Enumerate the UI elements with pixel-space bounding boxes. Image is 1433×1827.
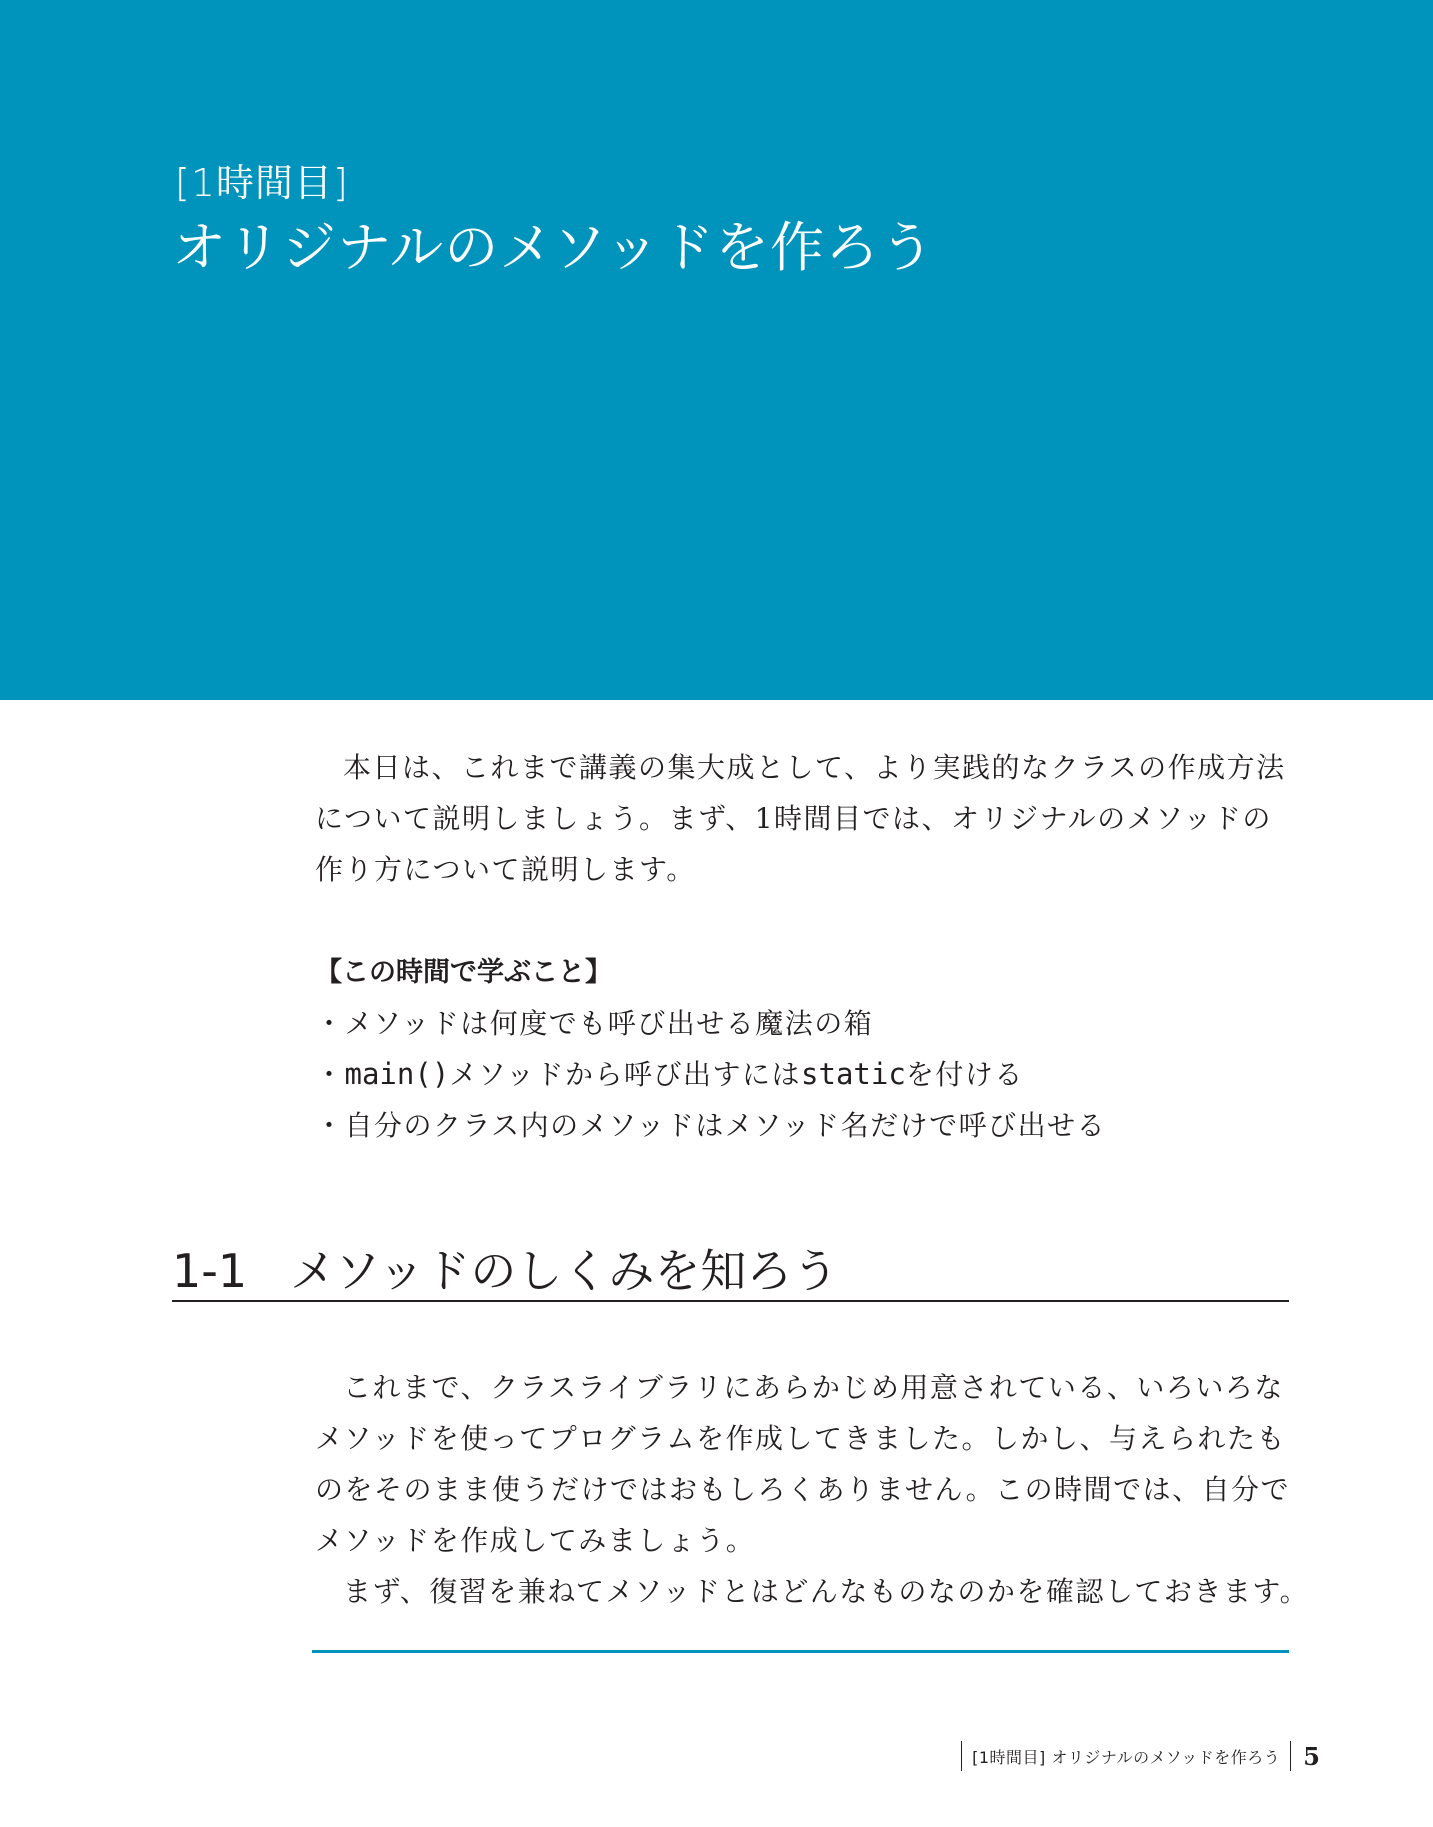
learning-goal-item: ・メソッドは何度でも呼び出せる魔法の箱 — [315, 1007, 874, 1040]
body-line: これまで、クラスライブラリにあらかじめ用意されている、いろいろな — [343, 1371, 1284, 1404]
code-main: main() — [344, 1057, 450, 1091]
section-title: メソッドのしくみを知ろう — [290, 1244, 839, 1298]
section-number: 1-1 — [172, 1244, 248, 1298]
goal-text: を付ける — [905, 1058, 1024, 1091]
running-title: [1時間目] オリジナルのメソッドを作ろう — [972, 1747, 1281, 1767]
body-paragraph — [315, 1362, 1310, 1617]
body-line: メソッドを使ってプログラムを作成してきました。しかし、与えられたも — [315, 1422, 1286, 1455]
page-number: 5 — [1303, 1741, 1320, 1771]
learning-goals-list — [315, 998, 1106, 1151]
intro-paragraph — [315, 742, 1290, 895]
chapter-label: [1時間目] — [175, 161, 349, 205]
chapter-banner — [0, 0, 1433, 700]
intro-line: 本日は、これまで講義の集大成として、より実践的なクラスの作成方法 — [343, 751, 1286, 784]
intro-line: について説明しましょう。まず、1時間目では、オリジナルのメソッドの — [315, 802, 1272, 835]
code-static: static — [801, 1057, 906, 1091]
section-divider — [172, 1300, 1289, 1302]
content-divider — [312, 1650, 1289, 1653]
learning-goal-item — [315, 1049, 1106, 1100]
chapter-title: オリジナルのメソッドを作ろう — [172, 216, 935, 279]
learning-goals-heading: 【この時間で学ぶこと】 — [315, 957, 612, 988]
section-heading — [172, 1235, 1289, 1301]
learning-goal-item: ・自分のクラス内のメソッドはメソッド名だけで呼び出せる — [315, 1109, 1107, 1142]
body-line: まず、復習を兼ねてメソッドとはどんなものなのかを確認しておきます。 — [343, 1575, 1310, 1608]
bullet: ・ — [315, 1058, 345, 1091]
body-line: メソッドを作成してみましょう。 — [315, 1524, 756, 1557]
goal-text: メソッドから呼び出すには — [449, 1058, 802, 1091]
intro-line: 作り方について説明します。 — [315, 853, 696, 886]
page-footer — [961, 1740, 1320, 1772]
body-line: のをそのまま使うだけではおもしろくありません。この時間では、自分で — [315, 1473, 1291, 1506]
